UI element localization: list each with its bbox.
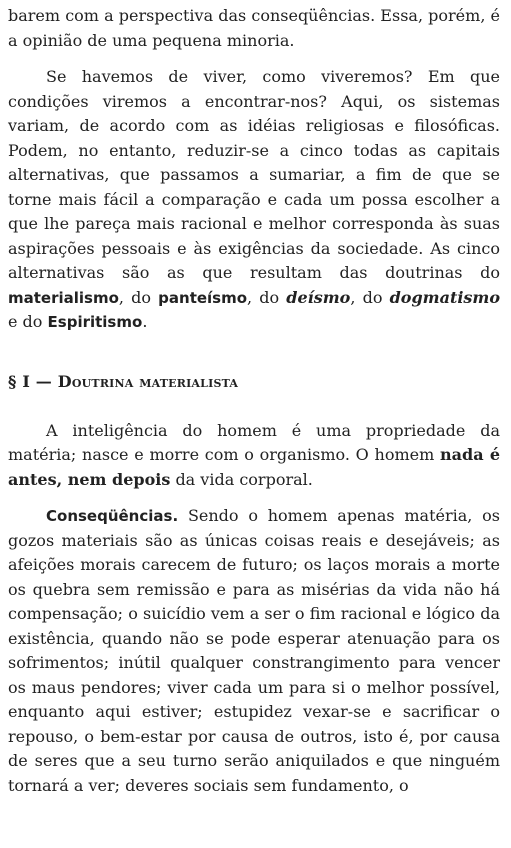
term-espiritismo: Espiritismo [47,313,143,331]
term-dogmatismo: dogmatismo [389,287,501,307]
term-deismo: deísmo [286,287,351,307]
separator: , do [247,287,280,307]
separator: , do [350,287,383,307]
separator: , do [118,287,152,307]
alternatives-text: Se havemos de viver, como viveremos? Em que condições viremos a encontrar-nos? Aqui, os sistemas variam, de acordo com as idéias religiosas e filosóficas. Podem, no entanto, reduzir-se a cinco todas as capitais alternativas, que passamos a sumariar, a fim de que se torne mais fácil a comparação e cada um possa escolher a que lhe pareça mais racional e melhor corresponda às suas aspirações pessoais e às exigências da sociedade. As cinco alternativas são as que resultam das doutrinas do [8,67,500,282]
separator: e do [8,312,43,331]
paragraph-consequences [8,504,500,798]
consequences-label: Conseqüências. [46,507,179,525]
paragraph-alternatives [8,65,500,335]
doctrine-emphasis: nada é antes, nem depois [8,445,501,489]
section-mark: § I — [8,371,52,391]
paragraph-continuation [8,4,500,53]
paragraph-doctrine [8,419,500,493]
consequences-text: Sendo o homem apenas matéria, os gozos materiais são as únicas coisas reais e desejáveis; as afeições morais carecem de futuro; os laços morais a morte os quebra sem remissão e para as misérias da vida não há compensação; o suicídio vem a ser o fim racional e lógico da existência, quando não se pode esperar atenuação para os sofrimentos; inútil qualquer constrangimento para vencer os maus pendores; viver cada um para si o melhor possível, enquanto aqui estiver; estupidez vexar-se e sacrificar o repouso, o bem-estar por causa de outros, isto é, por causa de seres que a seu turno serão aniquilados e que ninguém tornará a ver; deveres sociais sem fundamento, o [8,506,500,795]
section-title: Doutrina materialista [57,371,239,391]
doctrine-text-end: da vida corporal. [175,469,313,489]
paragraph-continuation-text: barem com a perspectiva das conseqüências. Essa, porém, é a opinião de uma pequena minoria. [8,6,500,50]
section-heading [8,371,500,393]
term-panteismo: panteísmo [158,288,248,307]
doctrine-text: A inteligência do homem é uma propriedade da matéria; nasce e morre com o organismo. O homem [8,420,500,464]
sentence-end: . [142,312,148,331]
term-materialismo: materialismo [8,288,119,307]
